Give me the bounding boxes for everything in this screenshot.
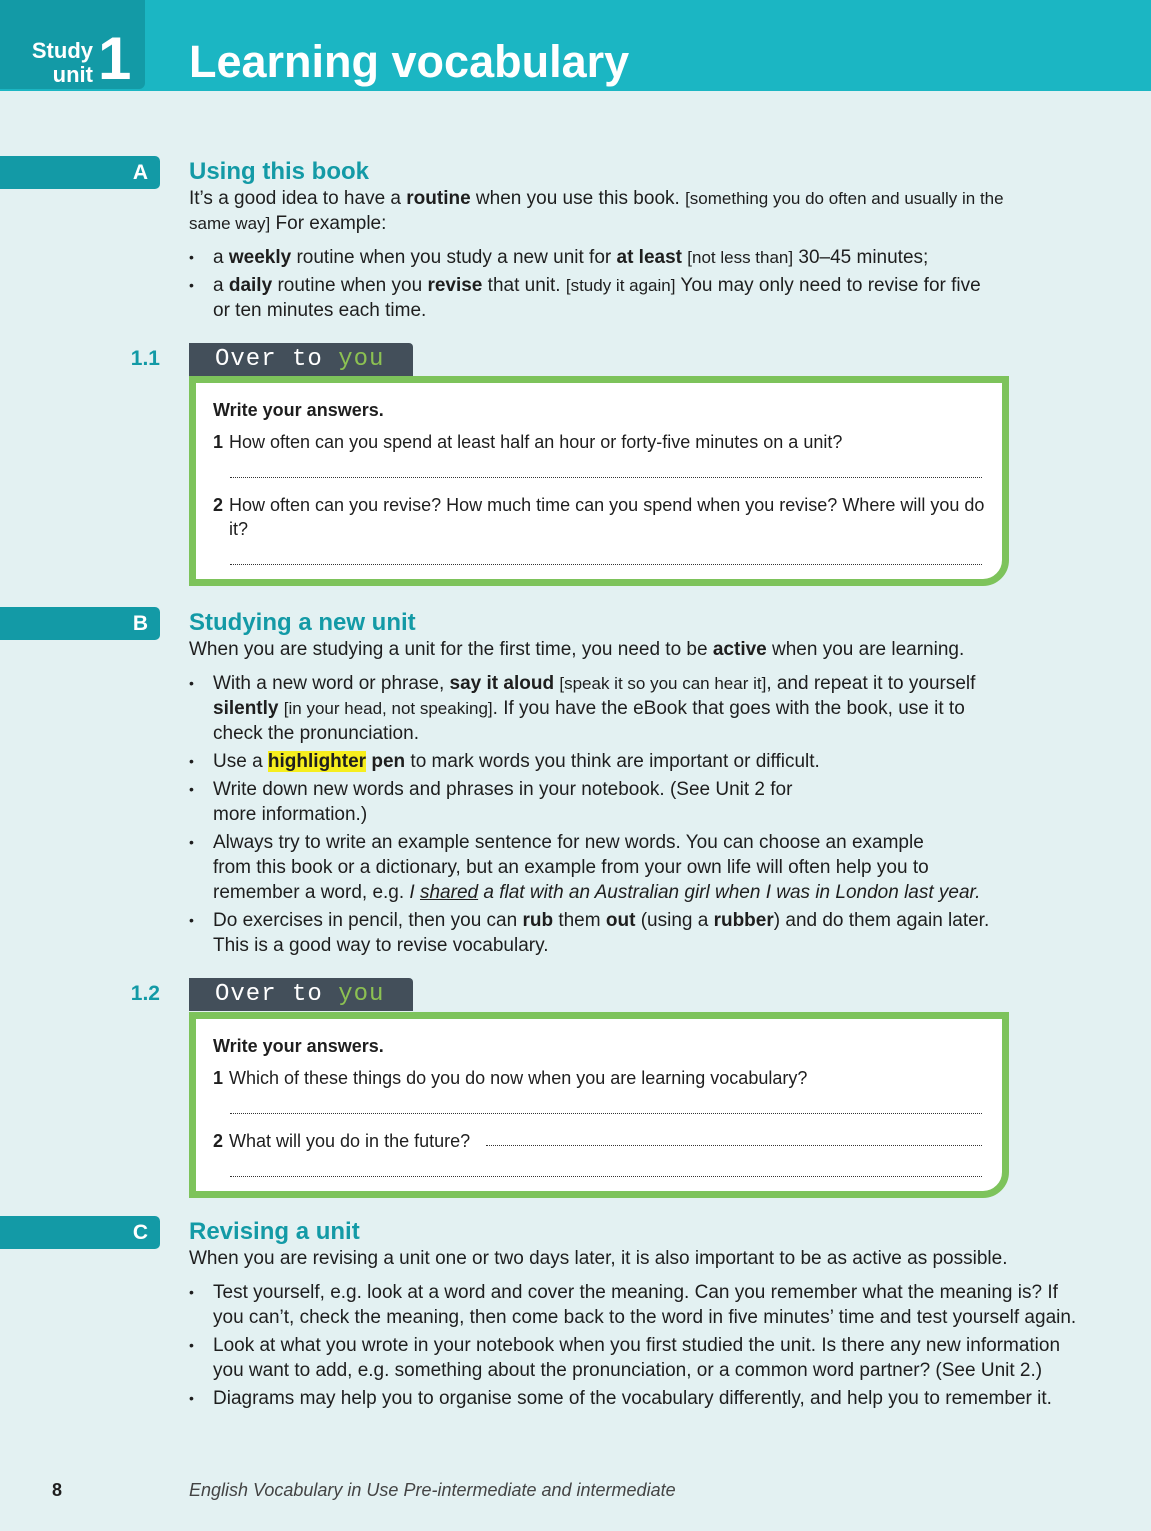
question-text: Which of these things do you do now when you are learning vocabulary? [229,1068,808,1088]
text-run: You may only need to revise for five or ten minutes each time. [213,275,981,321]
bullet-item [189,749,1019,774]
key-term: at least [616,247,682,268]
you-label: you [338,346,385,373]
over-to-label: Over to [215,981,339,1008]
section-b-intro [189,637,1059,662]
text-run: when you use this book. [470,188,686,209]
definition-note: [not less than] [687,248,794,267]
section-a-bullets [189,245,989,326]
bullet-item [189,273,989,323]
key-term: active [712,639,767,660]
text-run: from this book or a dictionary, but an example from your own life will often help you to remember a word, e.g. [213,857,929,903]
text-run: Use a [213,751,268,772]
question-number: 1 [213,1068,224,1088]
key-term: revise [427,275,483,296]
definition-note: [something you do often and usually in the same way] [189,189,1004,233]
definition-note: [study it again] [565,276,676,295]
text-run: that unit. [482,275,566,296]
section-a-heading: Using this book [189,158,369,185]
section-b-bullets [189,671,1019,961]
answer-line-2[interactable] [230,564,982,565]
text-run: a [213,275,229,296]
question-2 [213,493,993,541]
key-term: weekly [228,247,292,268]
key-term: pen [371,751,406,772]
question-text: How often can you revise? How much time can you spend when you revise? Where will you do it? [229,495,985,539]
exercise-number-1-2: 1.2 [130,982,160,1005]
text-run: 30–45 minutes; [793,247,929,268]
question-2 [213,1129,983,1153]
question-number: 2 [213,495,224,515]
section-a-intro [189,186,1019,236]
section-c-bullets [189,1280,1079,1414]
answer-line-1[interactable] [230,1113,982,1114]
section-b-heading: Studying a new unit [189,609,416,636]
page-number: 8 [52,1480,63,1500]
you-label: you [338,981,385,1008]
bullet-item [189,830,1019,905]
exercise-box-1-2 [189,1012,1009,1198]
section-a-tab: A [0,156,160,189]
question-number: 2 [213,1131,224,1151]
unit-tab [0,0,145,92]
text-run: Look at what you wrote in your notebook when you first studied the unit. Is there any new information you want to add, e.g. something about the pronunciation, or a common word partner? (See Unit 2.) [213,1335,1061,1381]
text-run: routine when you [272,275,428,296]
question-text: What will you do in the future? [229,1131,471,1151]
over-to-you-tab [189,978,413,1011]
definition-note: [speak it so you can hear it] [559,674,767,693]
definition-note: [in your head, not speaking] [283,699,493,718]
key-term: silently [213,698,279,719]
text-run: Do exercises in pencil, then you can [213,910,523,931]
text-run: When you are studying a unit for the first time, you need to be [189,639,713,660]
text-run: to mark words you think are important or difficult. [405,751,820,772]
text-run: routine when you study a new unit for [291,247,617,268]
text-run: Always try to write an example sentence for new words. You can choose an example [213,832,924,853]
exercise-instruction: Write your answers. [213,1036,384,1056]
section-c-heading: Revising a unit [189,1218,360,1245]
bullet-item [189,1333,1079,1383]
unit-label: unit [52,62,93,87]
unit-number: 1 [98,25,132,92]
question-number: 1 [213,432,224,452]
section-c-tab: C [0,1216,160,1249]
exercise-instruction: Write your answers. [213,400,384,420]
key-term: daily [228,275,273,296]
key-term: say it aloud [449,673,555,694]
text-run: Diagrams may help you to organise some of the vocabulary differently, and help you to remember it. [213,1388,1052,1409]
text-run: . If you have the eBook that goes with the book, use it to check the pronunciation. [213,698,965,744]
text-run: It’s a good idea to have a [189,188,407,209]
text-run: them [553,910,606,931]
text-run: when you are learning. [766,639,965,660]
bullet-item [189,908,1019,958]
answer-line-3[interactable] [230,1176,982,1177]
book-title: English Vocabulary in Use Pre-intermediate and intermediate [189,1480,676,1500]
over-to-you-tab [189,343,413,376]
text-run: For example: [270,213,387,234]
answer-line-2-inline[interactable] [486,1145,982,1146]
bullet-item [189,1386,1079,1411]
question-1 [213,430,983,454]
text-run: shared [419,882,479,903]
section-c-intro [189,1246,1069,1271]
bullet-item [189,671,1019,746]
bullet-item [189,1280,1079,1330]
key-term: out [605,910,636,931]
text-run: a [213,247,229,268]
highlighted-term: highlighter [267,751,367,772]
study-label: Study [31,38,93,63]
key-term: rubber [713,910,774,931]
page-title: Learning vocabulary [189,36,630,87]
text-run: When you are revising a unit one or two days later, it is also important to be as active as possible. [189,1248,1008,1269]
over-to-label: Over to [215,346,339,373]
key-term: rub [522,910,554,931]
text-run: With a new word or phrase, [213,673,450,694]
key-term: routine [406,188,471,209]
page-header [0,0,1151,91]
bullet-item [189,777,1019,827]
text-run: Test yourself, e.g. look at a word and cover the meaning. Can you remember what the meaning is? If you can’t, check the meaning, then come back to the word in five minutes’ time and test yourself again. [213,1282,1077,1328]
exercise-box-1-1 [189,376,1009,586]
bullet-item [189,245,989,270]
question-1 [213,1066,983,1090]
text-run: (using a [635,910,714,931]
section-b-tab: B [0,607,160,640]
text-run: Write down new words and phrases in your notebook. (See Unit 2 for [213,779,793,800]
question-text: How often can you spend at least half an hour or forty-five minutes on a unit? [229,432,843,452]
text-run: , and repeat it to yourself [766,673,976,694]
exercise-number-1-1: 1.1 [130,347,160,370]
text-run: more information.) [213,804,368,825]
answer-line-1[interactable] [230,477,982,478]
text-run: a flat with an Australian girl when I was in London last year. [478,882,981,903]
text-run: I [409,882,420,903]
text-run: ) and do them again later. This is a good way to revise vocabulary. [213,910,990,956]
